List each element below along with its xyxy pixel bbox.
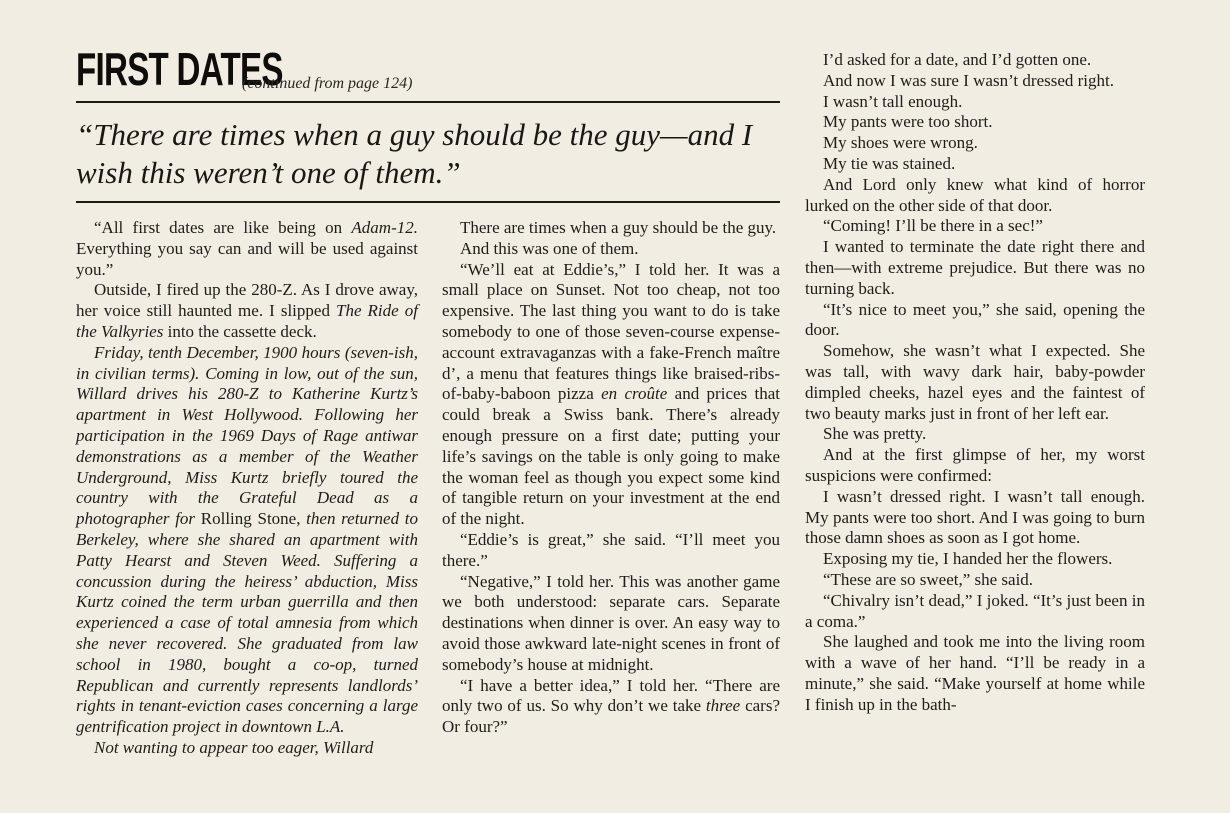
paragraph: “Eddie’s is great,” she said. “I’ll meet you there.”: [442, 529, 780, 570]
paragraph: And Lord only knew what kind of horror lurked on the other side of that door.: [805, 174, 1145, 215]
paragraph: Exposing my tie, I handed her the flowers.: [823, 549, 1113, 569]
paragraph: And this was one of them.: [460, 238, 639, 258]
paragraph: And at the first glimpse of her, my worst suspicions were confirmed:: [805, 445, 1145, 485]
paragraph: Outside, I fired up the 280-Z. As I drove away, her voice still haunted me. I slipped The Ride of the Valkyries into the cassette deck.: [76, 280, 418, 341]
paragraph: “Chivalry isn’t dead,” I joked. “It’s just been in a coma.”: [805, 590, 1145, 631]
column-3: [805, 50, 1145, 716]
paragraph: She was pretty.: [823, 424, 927, 444]
paragraph: My pants were too short.: [823, 112, 993, 132]
paragraph: “Negative,” I told her. This was another game we both understood: separate cars. Separate destinations when dinner is over. An easy way to avoid those awkward late-night scenes in front of somebody’s house at midnight.: [442, 571, 780, 674]
paragraph: My shoes were wrong.: [823, 133, 978, 153]
paragraph: I wasn’t tall enough.: [823, 91, 963, 111]
paragraph: “It’s nice to meet you,” she said, opening the door.: [805, 299, 1145, 340]
paragraph: There are times when a guy should be the guy.: [460, 218, 777, 237]
paragraph: Not wanting to appear too eager, Willard: [94, 737, 374, 757]
pull-quote-rule: [76, 201, 780, 203]
paragraph: I wanted to terminate the date right there and then—with extreme prejudice. But there was no turning back.: [805, 237, 1145, 298]
column-2: [442, 218, 780, 738]
article-title: FIRST DATES: [76, 43, 283, 95]
paragraph: I wasn’t dressed right. I wasn’t tall enough. My pants were too short. And I was going to burn those damn shoes as soon as I got home.: [805, 486, 1145, 548]
paragraph: “I have a better idea,” I told her. “There are only two of us. So why don’t we take three cars? Or four?”: [442, 675, 780, 737]
paragraph: “Coming! I’ll be there in a sec!”: [823, 216, 1043, 236]
paragraph: My tie was stained.: [823, 153, 956, 173]
paragraph: “All first dates are like being on Adam-12. Everything you say can and will be used against you.”: [76, 218, 418, 279]
header-rule: [76, 101, 780, 103]
pull-quote: “There are times when a guy should be the guy—and I wish this weren’t one of them.”: [76, 117, 753, 190]
paragraph: And now I was sure I wasn’t dressed right.: [823, 70, 1114, 90]
column-1: [76, 218, 418, 759]
continued-note: (continued from page 124): [242, 75, 413, 92]
paragraph: She laughed and took me into the living room with a wave of her hand. “I’ll be ready in a minute,” she said. “Make yourself at home while I finish up in the bath-: [805, 632, 1145, 714]
paragraph: “These are so sweet,” she said.: [823, 569, 1034, 589]
paragraph: Somehow, she wasn’t what I expected. She was tall, with wavy dark hair, baby-powder dimpled cheeks, hazel eyes and the faintest of two beauty marks just in front of her left ear.: [805, 341, 1145, 423]
italic-paragraph: Friday, tenth December, 1900 hours (seven-ish, in civilian terms). Coming in low, out of the sun, Willard drives his 280-Z to Katherine Kurtz’s apartment in West Hollywood. Following her participation in the 1969 Days of Rage antiwar demonstrations as a member of the Weather Underground, Miss Kurtz briefly toured the country with the Grateful Dead as a photographer for Rolling Stone, then returned to Berkeley, where she shared an apartment with Patty Hearst and Steven Weed. Suffering a concussion during the heiress’ abduction, Miss Kurtz coined the term urban guerrilla and then experienced a case of total amnesia from which she never recovered. She graduated from law school in 1980, bought a co-op, turned Republican and currently represents landlords’ rights in tenant-eviction cases concerning a large gentrification project in downtown L.A.: [76, 342, 419, 737]
paragraph: I’d asked for a date, and I’d gotten one.: [823, 50, 1092, 69]
paragraph: “We’ll eat at Eddie’s,” I told her. It was a small place on Sunset. Not too cheap, not too expensive. The last thing you want to do is take somebody to one of those seven-course expense-account extravaganzas with a fake-French maître d’, a menu that features things like braised-ribs-of-baby-baboon pizza en croûte and prices that could break a Swiss bank. There’s already enough pressure on a first date; putting your life’s savings on the table is only going to make the woman feel as though you expect some kind of tangible return on your investment at the end of the night.: [442, 259, 780, 529]
